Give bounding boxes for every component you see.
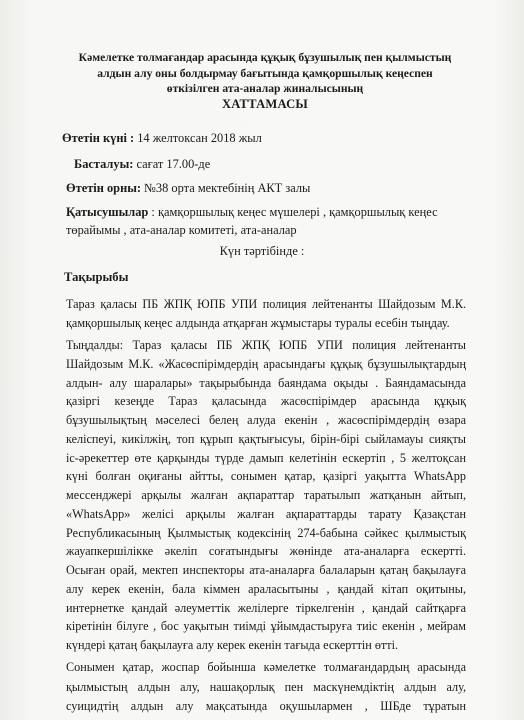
paragraph-line: интернетке қандай әлеуметтік желілерге тіркелгенін , қандай сайтқарға — [66, 600, 466, 615]
place-line — [66, 181, 310, 196]
participants-line-1 — [66, 205, 438, 220]
paragraph-line: Осыған орай, мектеп инспекторы ата-аналарға балаларын қатаң бақылауға — [66, 563, 466, 577]
body-paragraph — [66, 336, 466, 655]
topic-paragraph — [66, 295, 466, 333]
participants-label: Қатысушылар — [66, 205, 149, 219]
agenda-heading: Күн тәртібінде : — [219, 244, 305, 258]
paragraph-line: келіспеуі, кикілжің, топ құрып қақтығысуы, бірін-бірі сыйламауы сияқты — [66, 431, 466, 446]
place-label: Өтетін орны: — [66, 181, 142, 195]
paragraph-line: Шайдозым М.К. «Жасөспірімдердің арасындағы құқық бұзушылықтардың — [66, 356, 466, 371]
date-label: Өтетін күні : — [62, 131, 135, 145]
paragraph-line: алу керек екенін, бала кіммен араласытыны , қандай кітап оқитыны, — [66, 581, 466, 596]
paragraph-line: Тараз қаласы ПБ ЖПҚ ЮПБ УПИ полиция лейтенанты Шайдозым М.К. — [66, 297, 466, 311]
participants-line-2: төрайымы , ата-аналар комитеті, ата-аналар — [66, 223, 297, 237]
paragraph-line: қылмыстың алдын алу, нашақорлық пен маскүнемдіктің алдын алу, — [66, 679, 466, 694]
final-paragraph — [66, 658, 466, 717]
paragraph-line: жауапкершілікке әкеліп соғатындығы жөнінде ата-аналарға ескертті. — [66, 544, 466, 559]
title-line-3: өткізілген ата-аналар жиналысының — [166, 82, 364, 95]
paragraph-line: суицидтің алдын алу мақсатында оқушылармен , ШБде тұратын — [66, 699, 466, 713]
participants-value-1: : қамқоршылық кеңес мүшелері , қамқоршылық кеңес — [148, 205, 438, 219]
paragraph-line: қазіргі кезеңде Тараз қаласында жасөспірімдер арасында құқық — [66, 394, 466, 409]
paragraph-line: іс-әрекеттер өте қарқынды түрде дамып келетінін ескертіп , 5 желтоқсан — [66, 450, 466, 465]
paragraph-line: Республикасының Қылмыстық кодексінің 274-бабына сәйкес қылмыстық — [66, 525, 466, 540]
date-value: 14 желтоксан 2018 жыл — [134, 131, 262, 145]
paragraph-line: «WhatsApp» желісі арқылы жалған ақпараттарды тарату Қазақстан — [66, 506, 466, 521]
paragraph-line: мессенджері арқылы жалған ақпараттар таратылып жатқанын айтып, — [66, 488, 466, 502]
start-line — [74, 157, 210, 172]
document-title — [40, 50, 490, 112]
date-line — [62, 131, 262, 146]
paragraph-line: Сонымен қатар, жоспар бойынша кәмелетке толмағандардың арасында — [66, 660, 466, 674]
title-line-2: алдын алу оны болдырмау бағытында қамқоршылық кеңеспен — [97, 66, 433, 80]
title-line-4: ХАТТАМАСЫ — [222, 96, 308, 111]
paragraph-line: күні болған оқиғаны айтты, сонымен қатар, қазіргі уақытта WhatsApp — [66, 469, 466, 484]
paragraph-line: қамқоршылық кеңес алдында атқарған жұмыстары туралы есебін тыңдау. — [66, 316, 450, 331]
paragraph-line: күндері қатаң бақылауға алу керек екенін тағыда ескерттін өтті. — [66, 638, 399, 652]
paragraph-line: алдын- алу шаралары» тақырыбында баяндама оқыды . Баяндамасында — [66, 375, 466, 390]
paragraph-line: бұзушылықтың мәселесі белең алуда екенін , жасөспірімдердің өзара — [66, 413, 466, 427]
topic-heading: Тақырыбы — [64, 270, 129, 284]
title-line-1: Кәмелетке толмағандар арасында құқық бұзушылық пен қылмыстың — [78, 51, 452, 64]
place-value: №38 орта мектебінің АКТ залы — [141, 181, 311, 195]
paragraph-line: Тыңдалды: Тараз қаласы ПБ ЖПҚ ЮПБ УПИ полиция лейтенанты — [66, 338, 466, 352]
start-value: сағат 17.00-де — [133, 157, 211, 171]
start-label: Басталуы: — [74, 157, 134, 171]
paragraph-line: кіретінін білуге , бос уақытын тиімді ұйымдастыруға тиіс екенін , мейрам — [66, 619, 466, 634]
